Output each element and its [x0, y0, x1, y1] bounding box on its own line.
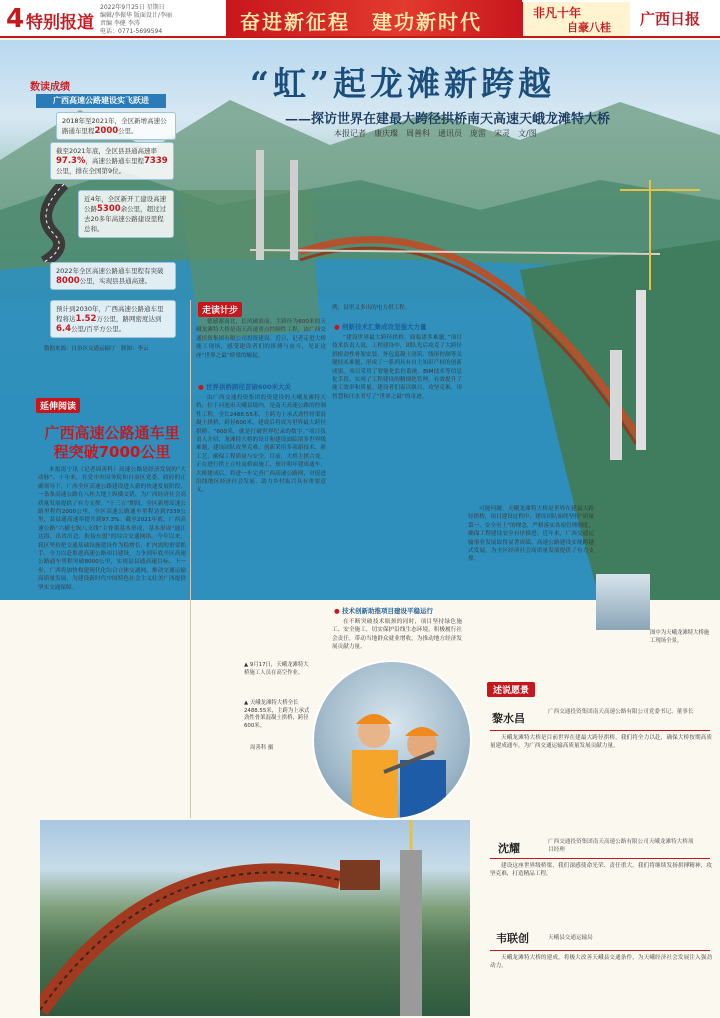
stat-3-text: 近4年，全区新开工建设高速公路 [84, 195, 167, 213]
bridge-tower-right-2 [636, 290, 646, 450]
caption-1: ▲ 9月17日，天峨龙滩特大桥施工人员在高空作业。 [244, 662, 309, 676]
page-meta [100, 4, 220, 36]
speaker-1-role: 广西交通投资集团南天高速公路有限公司党委书记、董事长 [548, 709, 694, 715]
middle-body-2: “建设世界最大跨径拱桥，面临诸多难题。”项目技术负责人说，工程建设中，团队先后攻克了大跨径拱桥劲性骨架安装、外包混凝土浇筑、线形控制等关键技术难题，形成了一系列具有自主知识产权的创新成果。项目采用了智能化监控系统、BIM技术等信息化手段，实现了工程建设的精细化管理，有效提升了施工效率和质量。建设者们夜以继日、攻坚克难，用智慧和汗水书写了“世界之最”的奇迹。 [332, 335, 462, 400]
masthead [0, 0, 720, 38]
speaker-3-rule [490, 950, 710, 951]
stat-4-value: 8000 [56, 276, 80, 286]
bridge-tower-right [610, 350, 622, 460]
meta-phone: 电话：0771-5699594 [100, 28, 163, 35]
stat-4-suffix: 公里，实现县县通高速。 [79, 277, 152, 285]
arch-construction-illustration [40, 820, 470, 1016]
stat-3-suffix: 余公里，超过过去20多年高速公路建设里程总和。 [84, 205, 167, 233]
speaker-2-name: 沈耀 [498, 842, 520, 855]
slogan-banner [226, 0, 522, 36]
arch-construction-photo [40, 820, 470, 1016]
middle-body-1: 由广西交通投资集团投资建设的天峨龙滩特大桥，位于河池市天峨县境内，是南天高速公路的控制性工程，全长2488.55米，主跨为上承式劲性骨架混凝土拱桥，跨径600米，建成后将成为世界最大跨径拱桥。“600米，就是打破世界纪录的数字。”项目负责人介绍，龙滩特大桥的设计和建设面临诸多世界级难题，建设团队攻坚克难，创新采用多项新技术、新工艺，确保工程质量与安全。目前，大桥主拱合龙，正在进行拱上立柱及桥面施工，预计明年建成通车。大桥建成后，将进一步完善广西高速公路网，对促进沿线地区经济社会发展、助力乡村振兴具有重要意义。 [196, 395, 326, 494]
meta-editor: 编辑/李振华 版面设计/李丽 [100, 12, 172, 19]
extended-reading-tag: 延伸阅读 [36, 398, 80, 413]
stat-1-text: 2018年至2021年，全区新增高速公路通车里程 [62, 117, 167, 135]
road-graphic [34, 184, 74, 262]
stat-2-text: 截至2021年底，全区县县通高速率 [56, 147, 158, 155]
inset-photo [596, 574, 650, 630]
speaker-1-rule [490, 730, 710, 731]
speaker-2-rule [490, 858, 710, 859]
workers-illustration [314, 662, 472, 820]
speaker-3-name: 韦联创 [496, 932, 529, 945]
left-article-body: 本报南宁讯（记者周善科）高速公路是经济发展的“大动脉”。十年来，在党中央国务院和自治区党委、政府的正确领导下，广西全区高速公路建设进入新的快速发展阶段，一条条高速公路在八桂大地上纵横交错，为广西经济社会高质量发展提供了有力支撑。“十三五”期间，全区新增高速公路里程约2000公里，全区高速公路通车里程达到7339公里，县县通高速率提升到97.3%。截至2021年底，广西高速公路“六横七纵八支线”主骨架基本形成，基本形成“通江达海、出省出边、衔接东盟”的综合交通网络。今年以来，我区坚持把交通基础设施建设作为稳增长、扩内需的重要抓手，全力以赴推进高速公路项目建设，力争到年底全区高速公路通车里程突破8000公里，实现县县通高速目标。下一步，广西将加快构建现代化综合立体交通网，推动交通运输高质量发展，为建设新时代中国特色社会主义壮美广西提供坚实交通保障。 [38, 467, 186, 591]
photo-credit: 周善科 摄 [250, 745, 274, 751]
workers-photo [312, 660, 472, 820]
section-heading-3: ● 技术创新助推项目建设平稳运行 [334, 606, 433, 615]
main-headline: “虹”起龙滩新跨越 [250, 64, 555, 103]
badge-line1: 非凡十年 [533, 6, 582, 20]
stat-2-suffix: 公里，排在全国第9位。 [56, 167, 126, 175]
speaker-2-quote: 建设这座世界级桥梁，我们深感使命光荣、责任重大。我们将继续发扬拼搏精神，攻坚克难，打造精品工程。 [490, 863, 712, 878]
series-badge [520, 2, 630, 36]
middle-col2-intro: 例，县里又多出的电力拱工程。 [332, 305, 411, 311]
vision-tag: 述说愿景 [487, 682, 535, 697]
stat-1-suffix: 公里。 [118, 127, 138, 135]
column-divider [190, 300, 191, 818]
middle-body-3: 在不断突破技术瓶颈的同时，项目坚持绿色施工、安全施工，切实保护沿线生态环境，积极履行社会责任，带动当地群众就业增收，为推动地方经济发展贡献力量。 [332, 619, 462, 651]
right-body: 可能问题。天峨龙滩特大桥是世界在建最大跨径拱桥，项目建设过程中，建设团队始终坚持“质量第一、安全至上”的理念，严格落实各项管理制度，确保工程建设安全有序推进。近年来，广西交通运输事业发展取得显著成绩，高速公路建设实现跨越式发展，为全区经济社会高质量发展提供了有力支撑。 [468, 506, 594, 563]
page-number: 4 [6, 4, 25, 34]
newspaper-logo: 广西日报 [640, 10, 701, 28]
section-heading-2: ● 创新技术汇集成攻坚强大力量 [334, 322, 426, 331]
stat-5-value: 1.52 [75, 314, 97, 324]
caption-2: ▲ 天峨龙滩特大桥全长2488.55米，主跨为上承式劲性骨架混凝土拱桥，跨径600米。 [244, 700, 310, 729]
middle-intro: 德感谢南北，长风破浪而。主跨径为600米的天峨龙滩特大桥是南天高速重点控制性工程，由广西交通投资集团有限公司投资建设。近日，记者走进大桥施工现场，感受建设者们的拼搏与奋斗，见证这座“世界之最”桥梁的崛起。 [196, 319, 326, 359]
speaker-1-name: 黎水昌 [492, 712, 525, 725]
stat-box-2 [50, 142, 174, 180]
stat-box-3 [78, 190, 174, 238]
byline: 本报记者 康庆璨 周善科 通讯员 庞雷 宋灵 文/图 [334, 129, 537, 138]
stat-5-value-2: 6.4 [56, 324, 72, 334]
infographic-source: 数据来源：自治区交通运输厅 制图：李云 [44, 346, 149, 352]
bridge-tower-left-2 [290, 160, 298, 260]
badge-line2: 自豪八桂 [567, 21, 611, 34]
bridge-tower-left [256, 150, 264, 260]
speaker-1-quote: 天峨龙滩特大桥是目前世界在建最大跨径拱桥，我们将全力以赴，确保大桥按期高质量建成通车，为广西交通运输高质量发展贡献力量。 [490, 735, 712, 750]
slogan-text: 奋进新征程 建功新时代 [240, 10, 482, 34]
infographic-tag: 数读成绩 [30, 82, 70, 93]
speaker-3-role: 天峨县交通运输局 [548, 935, 593, 941]
sub-headline: ——探访世界在建最大跨径拱桥南天高速天峨龙滩特大桥 [285, 112, 611, 127]
walk-tag: 走读计步 [198, 302, 242, 317]
stat-5-mid: 万公里，路网密度达到 [96, 315, 162, 323]
stat-2-mid: ，高速公路通车里程 [85, 157, 144, 165]
section-heading-1: ● 世界拱桥跨径首破600米大关 [198, 382, 291, 391]
stat-3-value: 5300 [97, 204, 121, 214]
section-title: 特别报道 [26, 13, 94, 33]
stat-2-value-2: 7339 [144, 156, 168, 166]
stat-2-value: 97.3% [56, 156, 86, 166]
meta-review: 责编 李健 李涛 [100, 20, 140, 27]
stat-box-5 [50, 300, 176, 338]
speaker-3-quote: 天峨龙滩特大桥的建成，将极大改善天峨县交通条件，为天峨经济社会发展注入强劲动力。 [490, 955, 712, 970]
stat-1-value: 2000 [94, 126, 119, 136]
meta-date: 2022年9月25日 星期日 [100, 4, 165, 11]
stat-box-1 [56, 112, 176, 140]
stat-5-suffix: 公里/百平方公里。 [71, 325, 126, 333]
right-caption: 图中为天峨龙滩特大桥施工现场全景。 [650, 630, 710, 644]
left-article-title: 广西高速公路通车里程突破7000公里 [44, 424, 180, 461]
speaker-2-role: 广西交通投资集团南天高速公路有限公司天峨龙滩特大桥项目经理 [548, 839, 694, 853]
stat-box-4 [50, 262, 176, 290]
stat-5-text: 预计到2030年，广西高速公路通车里程将达 [56, 305, 164, 323]
infographic-title: 广西高速公路建设实飞跃进 [36, 94, 166, 108]
stat-4-text: 2022年全区高速公路通车里程有突破 [56, 267, 164, 275]
